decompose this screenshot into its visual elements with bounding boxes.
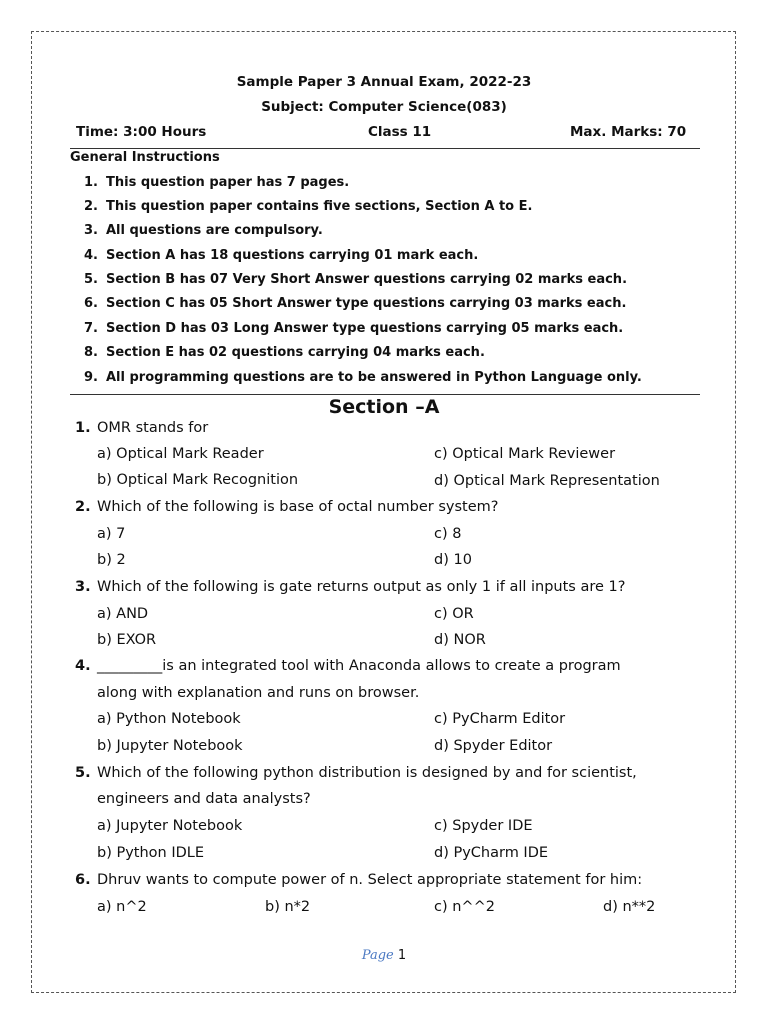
option-d: d) Spyder Editor bbox=[434, 738, 553, 754]
instruction-text: Section E has 02 questions carrying 04 marks each. bbox=[106, 345, 485, 360]
question-5 bbox=[75, 765, 637, 781]
question-number: 2. bbox=[75, 499, 91, 515]
option-a: a) n^2 bbox=[97, 899, 147, 915]
instruction-text: All questions are compulsory. bbox=[106, 223, 323, 238]
instruction-item bbox=[84, 370, 642, 385]
instruction-item bbox=[84, 248, 478, 263]
instruction-item bbox=[84, 272, 627, 287]
instruction-item bbox=[84, 345, 485, 360]
question-4-continued: along with explanation and runs on browser. bbox=[97, 685, 420, 701]
instruction-item bbox=[84, 223, 323, 238]
option-b: b) Optical Mark Recognition bbox=[97, 472, 299, 488]
option-a: a) Jupyter Notebook bbox=[97, 818, 243, 834]
class-label: Class 11 bbox=[368, 124, 432, 140]
option-d: d) Optical Mark Representation bbox=[434, 473, 660, 489]
question-number: 6. bbox=[75, 872, 91, 888]
question-text: Dhruv wants to compute power of n. Select appropriate statement for him: bbox=[97, 872, 643, 888]
page-word: Page bbox=[361, 948, 394, 963]
instruction-item bbox=[84, 321, 623, 336]
subject-title: Subject: Computer Science(083) bbox=[261, 99, 507, 115]
question-5-continued: engineers and data analysts? bbox=[97, 791, 311, 807]
option-d: d) n**2 bbox=[603, 899, 656, 915]
instruction-text: This question paper contains five sections, Section A to E. bbox=[106, 199, 533, 214]
instruction-number: 2. bbox=[84, 199, 98, 214]
option-c: c) n^^2 bbox=[434, 899, 495, 915]
question-2 bbox=[75, 499, 498, 515]
instruction-item bbox=[84, 199, 532, 214]
question-number: 5. bbox=[75, 765, 91, 781]
question-text: OMR stands for bbox=[97, 420, 209, 436]
option-c: c) PyCharm Editor bbox=[434, 711, 566, 727]
question-text: Which of the following python distribution is designed by and for scientist, bbox=[97, 765, 637, 781]
option-b: b) Jupyter Notebook bbox=[97, 738, 243, 754]
instruction-number: 5. bbox=[84, 272, 98, 287]
page-number: 1 bbox=[397, 948, 407, 963]
instruction-number: 3. bbox=[84, 223, 98, 238]
question-text: Which of the following is base of octal number system? bbox=[97, 499, 499, 515]
question-3 bbox=[75, 579, 625, 595]
question-number: 1. bbox=[75, 420, 91, 436]
instruction-item bbox=[84, 175, 349, 190]
time-label: Time: 3:00 Hours bbox=[76, 124, 207, 140]
option-b: b) Python IDLE bbox=[97, 845, 205, 861]
option-b: b) EXOR bbox=[97, 632, 157, 648]
page-footer bbox=[0, 948, 768, 963]
instruction-text: This question paper has 7 pages. bbox=[106, 175, 350, 190]
question-number: 4. bbox=[75, 658, 91, 674]
option-a: a) Python Notebook bbox=[97, 711, 241, 727]
option-a: a) Optical Mark Reader bbox=[97, 446, 264, 462]
option-a: a) AND bbox=[97, 606, 149, 622]
option-a: a) 7 bbox=[97, 526, 126, 542]
question-text: Which of the following is gate returns output as only 1 if all inputs are 1? bbox=[97, 579, 626, 595]
section-title: Section –A bbox=[328, 396, 440, 418]
instruction-number: 8. bbox=[84, 345, 98, 360]
exam-title: Sample Paper 3 Annual Exam, 2022-23 bbox=[236, 74, 532, 90]
instruction-text: Section D has 03 Long Answer type questions carrying 05 marks each. bbox=[106, 321, 624, 336]
question-1 bbox=[75, 420, 208, 436]
option-b: b) n*2 bbox=[265, 899, 311, 915]
instruction-number: 7. bbox=[84, 321, 98, 336]
option-b: b) 2 bbox=[97, 552, 126, 568]
section-divider bbox=[70, 394, 700, 395]
option-d: d) NOR bbox=[434, 632, 486, 648]
option-d: d) PyCharm IDE bbox=[434, 845, 549, 861]
header-divider bbox=[70, 148, 700, 149]
instruction-number: 1. bbox=[84, 175, 98, 190]
option-d: d) 10 bbox=[434, 552, 472, 568]
question-number: 3. bbox=[75, 579, 91, 595]
instruction-number: 6. bbox=[84, 296, 98, 311]
instruction-item bbox=[84, 296, 626, 311]
instruction-text: Section C has 05 Short Answer type questions carrying 03 marks each. bbox=[106, 296, 627, 311]
instruction-text: Section B has 07 Very Short Answer questions carrying 02 marks each. bbox=[106, 272, 628, 287]
question-6 bbox=[75, 872, 642, 888]
option-c: c) Spyder IDE bbox=[434, 818, 533, 834]
option-c: c) 8 bbox=[434, 526, 462, 542]
question-4 bbox=[75, 658, 621, 674]
instructions-title: General Instructions bbox=[70, 150, 220, 165]
question-text: _________is an integrated tool with Anaconda allows to create a program bbox=[97, 658, 621, 674]
instruction-text: Section A has 18 questions carrying 01 mark each. bbox=[106, 248, 479, 263]
instruction-text: All programming questions are to be answered in Python Language only. bbox=[106, 370, 642, 385]
option-c: c) Optical Mark Reviewer bbox=[434, 446, 616, 462]
option-c: c) OR bbox=[434, 606, 474, 622]
max-marks-label: Max. Marks: 70 bbox=[570, 124, 687, 140]
instruction-number: 9. bbox=[84, 370, 98, 385]
instruction-number: 4. bbox=[84, 248, 98, 263]
